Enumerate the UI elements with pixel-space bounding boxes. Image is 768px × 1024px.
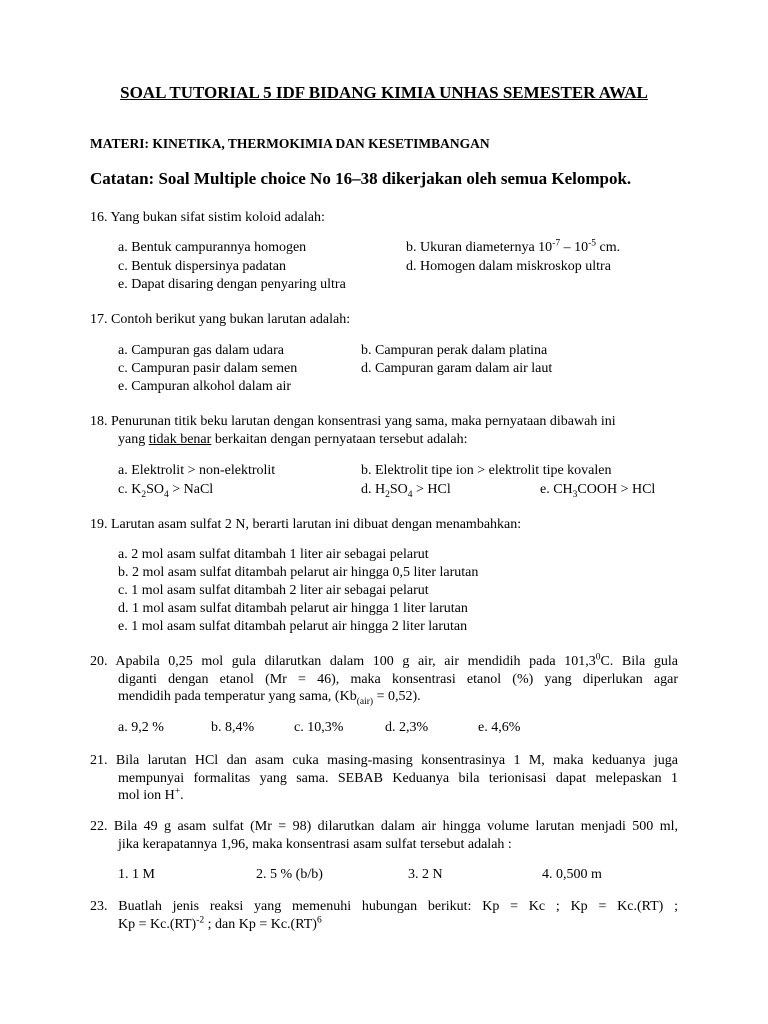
q22-option-3: 3. 2 N [408, 867, 443, 882]
question-23-stem [90, 898, 678, 933]
q18-option-b: b. Elektrolit tipe ion > elektrolit tipe kovalen [361, 463, 612, 478]
q20-option-e: e. 4,6% [478, 720, 521, 735]
q18-option-c: c. $K_2SO_4$ > NaCl [118, 482, 214, 500]
q18-option-d: d. $H_2SO_4$ > HCl [361, 482, 451, 500]
q20-option-c: c. 10,3% [294, 720, 344, 735]
question-18-stem [90, 413, 616, 448]
q17-option-b: b. Campuran perak dalam platina [361, 343, 548, 358]
q19-option-a: a. 2 mol asam sulfat ditambah 1 liter air sebagai pelarut [118, 547, 429, 562]
q23-line-2: Kp = Kc.(RT)$^{-2}$ ; dan Kp = Kc.(RT)$^6$ [118, 914, 322, 932]
q20-option-a: a. 9,2 % [118, 720, 164, 735]
q18-stem-line-1: 18. Penurunan titik beku larutan dengan konsentrasi yang sama, maka pernyataan dibawah ini [90, 414, 616, 429]
q17-option-c: c. Campuran pasir dalam semen [118, 361, 298, 376]
question-17-stem: 17. Contoh berikut yang bukan larutan adalah: [90, 312, 351, 327]
q19-option-d: d. 1 mol asam sulfat ditambah pelarut air hingga 1 liter larutan [118, 601, 468, 616]
q16-option-a: a. Bentuk campurannya homogen [118, 240, 307, 255]
q17-option-a: a. Campuran gas dalam udara [118, 343, 284, 358]
q22-option-2: 2. 5 % (b/b) [256, 867, 323, 882]
catatan-note: Catatan: Soal Multiple choice No 16–38 dikerjakan oleh semua Kelompok. [90, 169, 632, 188]
q18-option-e: e. $CH_3COOH$ > HCl [540, 482, 656, 500]
q18-option-a: a. Elektrolit > non-elektrolit [118, 463, 276, 478]
q17-option-e: e. Campuran alkohol dalam air [118, 379, 291, 394]
question-19-stem: 19. Larutan asam sulfat 2 N, berarti larutan ini dibuat dengan menambahkan: [90, 517, 522, 532]
q19-option-c: c. 1 mol asam sulfat ditambah 2 liter air sebagai pelarut [118, 583, 429, 598]
q20-line-1: 20. Apabila 0,25 mol gula dilarutkan dalam 100 g air, air mendidih pada 101,3$^0$C. Bila gula [90, 652, 678, 669]
question-20-stem [90, 653, 678, 706]
q18-stem-line-2: yang tidak benar berkaitan dengan pernyataan tersebut adalah: [118, 431, 468, 447]
q19-option-e: e. 1 mol asam sulfat ditambah pelarut air hingga 2 liter larutan [118, 619, 468, 634]
question-21-stem [90, 752, 678, 805]
materi-heading: MATERI: KINETIKA, THERMOKIMIA DAN KESETIMBANGAN [90, 136, 490, 151]
question-22-stem [90, 818, 678, 853]
q23-line-1: 23. Buatlah jenis reaksi yang memenuhi hubungan berikut: Kp = Kc ; Kp = Kc.(RT) ; [90, 899, 678, 914]
q19-option-b: b. 2 mol asam sulfat ditambah pelarut air hingga 0,5 liter larutan [118, 565, 479, 580]
q16-option-d: d. Homogen dalam miskroskop ultra [406, 259, 611, 274]
q22-line-1: 22. Bila 49 g asam sulfat (Mr = 98) dilarutkan dalam air hingga volume larutan menjadi 500 ml, [90, 819, 678, 834]
q22-option-4: 4. 0,500 m [542, 867, 602, 882]
q20-option-b: b. 8,4% [211, 720, 255, 735]
q21-line-2: mempunyai formalitas yang sama. SEBAB Keduanya bila terionisasi dapat melepaskan 1 [118, 770, 678, 786]
q16-option-c: c. Bentuk dispersinya padatan [118, 259, 286, 274]
question-16-stem: 16. Yang bukan sifat sistim koloid adalah: [90, 210, 325, 225]
q18-underlined-phrase: tidak benar [148, 431, 212, 447]
q17-option-d: d. Campuran garam dalam air laut [361, 361, 553, 376]
document-title: SOAL TUTORIAL 5 IDF BIDANG KIMIA UNHAS SEMESTER AWAL [120, 83, 648, 102]
q20-line-3: mendidih pada temperatur yang sama, $(Kb_{(air)} = 0,52)$. [118, 689, 421, 707]
q22-line-2: jika kerapatannya 1,96, maka konsentrasi asam sulfat tersebut adalah : [118, 836, 512, 852]
q22-option-1: 1. 1 M [118, 867, 155, 882]
q21-line-3: mol ion H+. [118, 786, 184, 803]
q21-line-1: 21. Bila larutan HCl dan asam cuka masing-masing konsentrasinya 1 M, maka keduanya juga [90, 753, 678, 768]
q16-option-b: b. Ukuran diameternya $10^{-7} - 10^{-5}$ cm. [406, 238, 621, 255]
q20-option-d: d. 2,3% [385, 720, 429, 735]
q16-option-e: e. Dapat disaring dengan penyaring ultra [118, 277, 346, 292]
q20-line-2: diganti dengan etanol (Mr = 46), maka konsentrasi etanol (%) yang diperlukan agar [118, 671, 678, 687]
